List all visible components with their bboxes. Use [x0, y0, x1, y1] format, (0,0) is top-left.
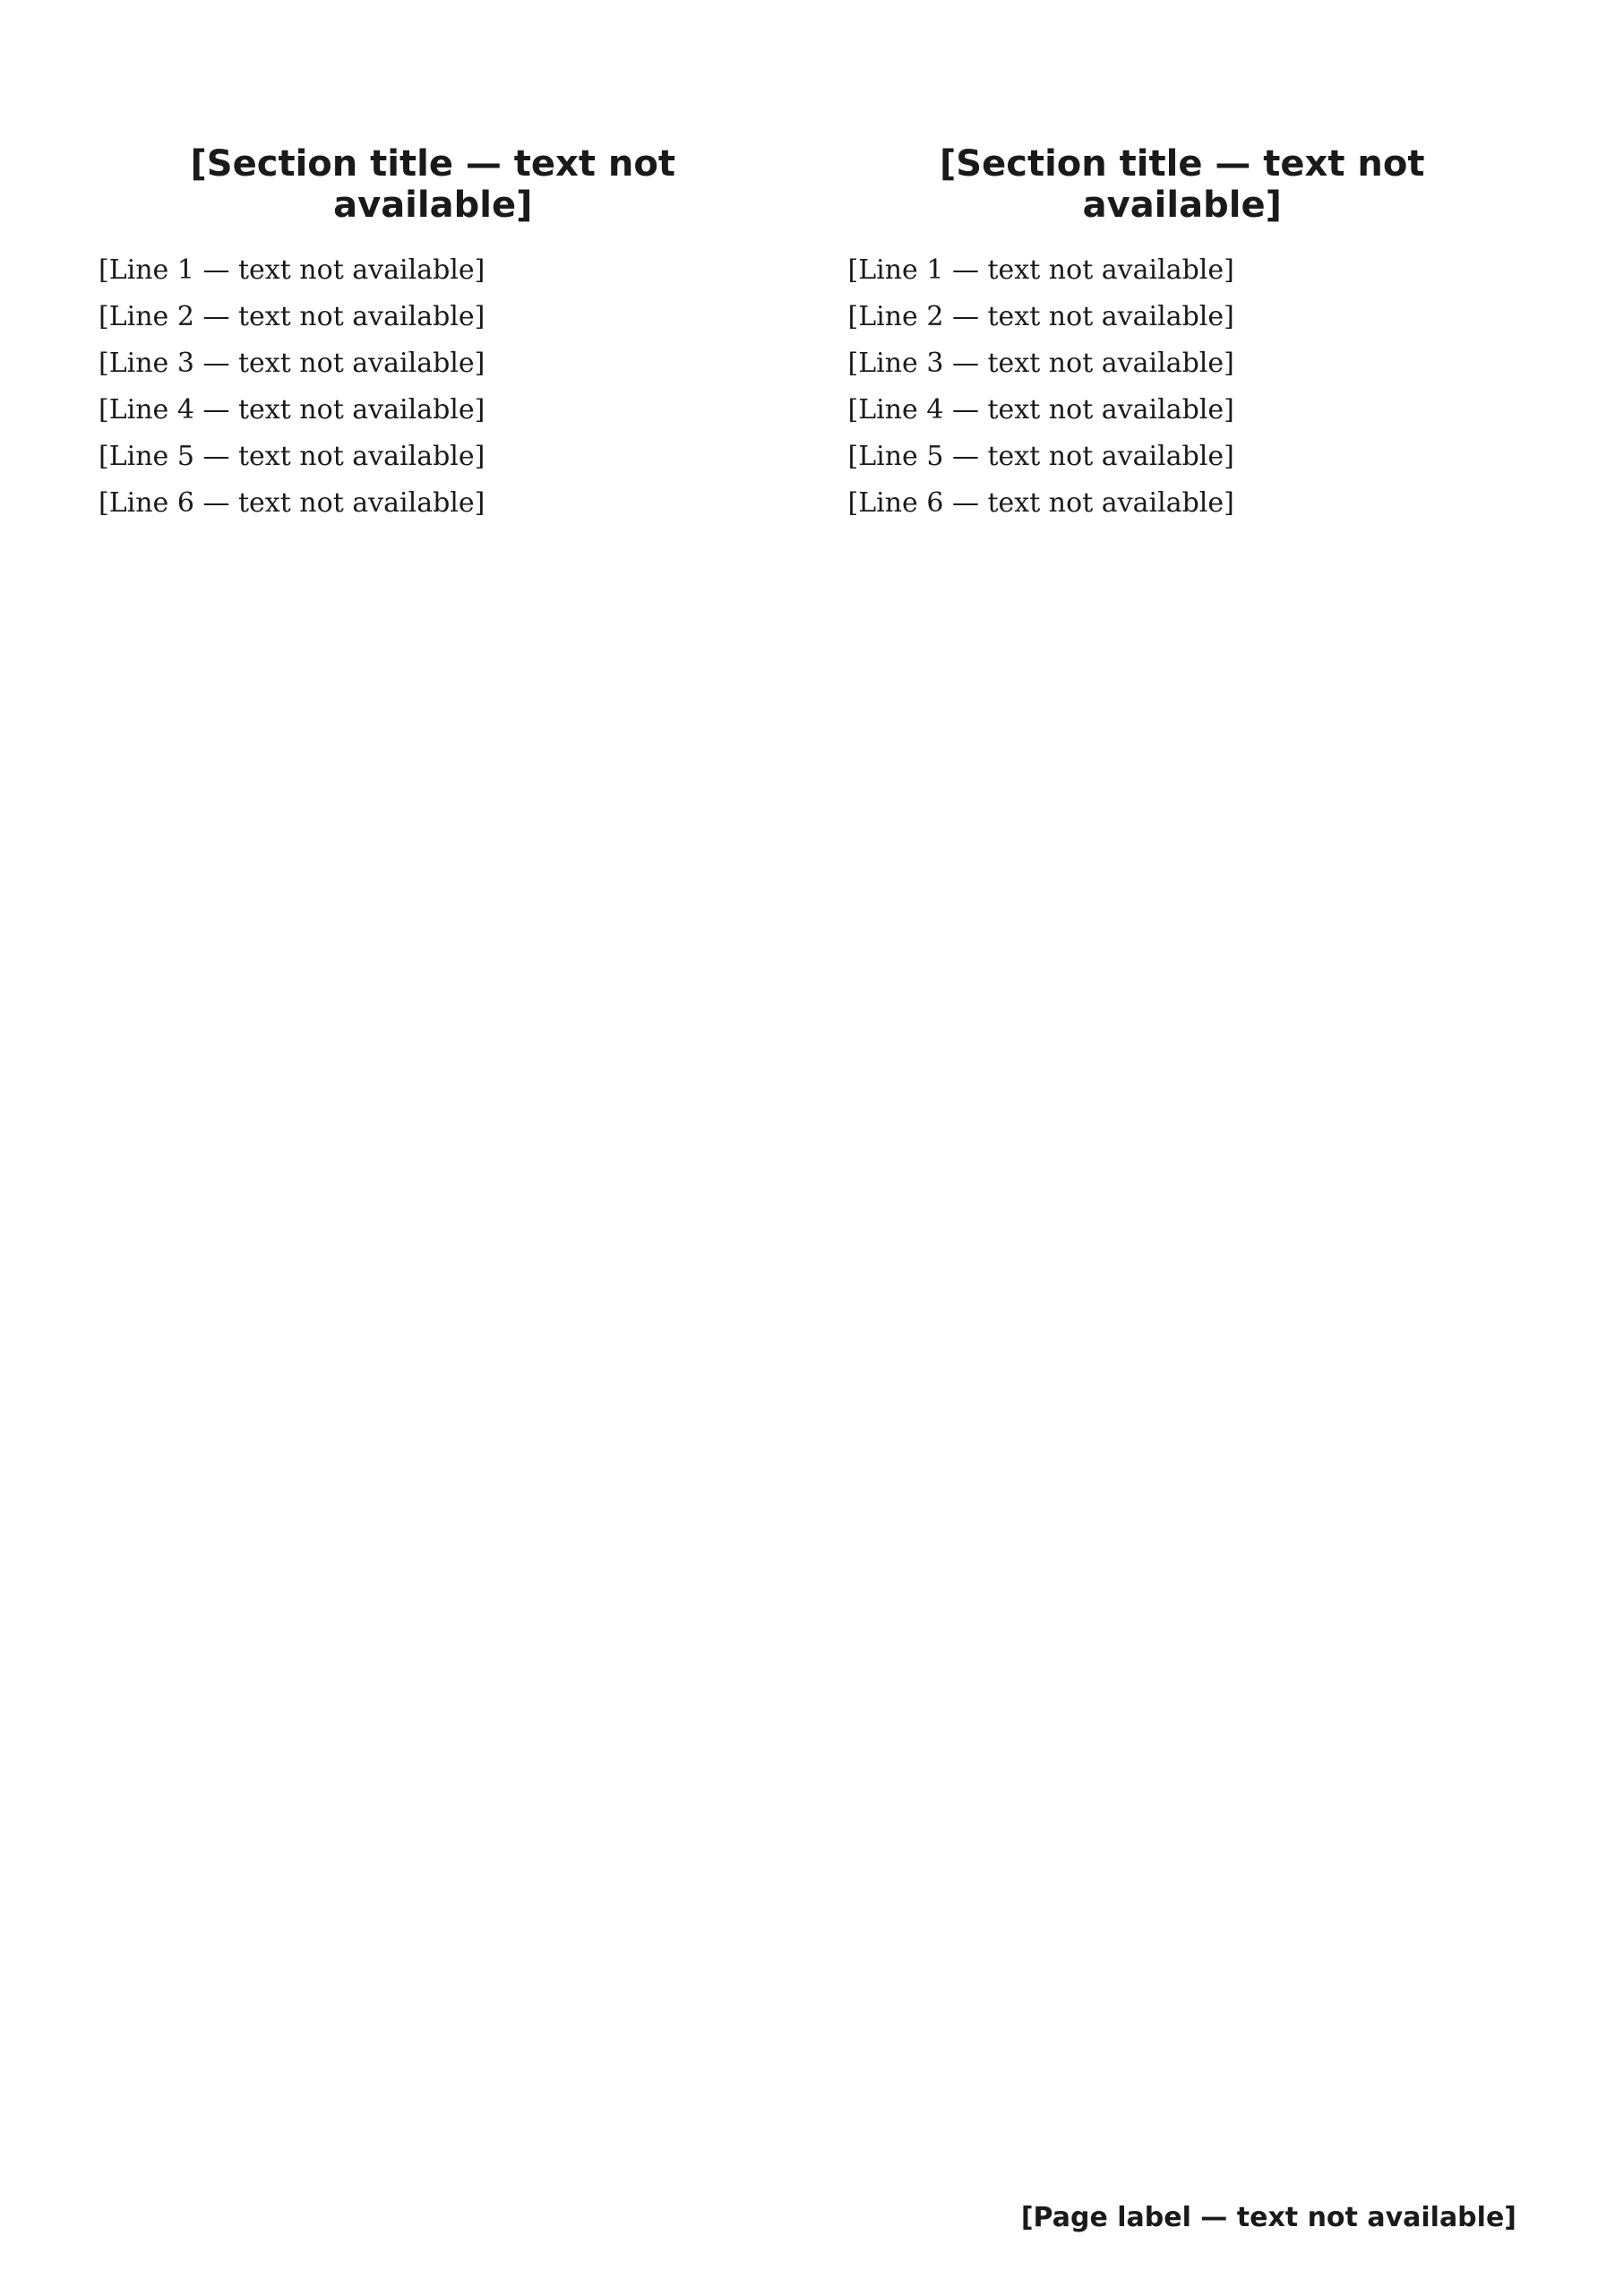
left-line-1: [Line 1 — text not available] — [99, 254, 485, 286]
left-line-3: [Line 3 — text not available] — [99, 348, 485, 379]
two-column-layout — [99, 134, 1516, 2144]
left-line-5: [Line 5 — text not available] — [99, 441, 485, 472]
left-section-title: [Section title — text not available] — [190, 143, 675, 226]
left-line-4: [Line 4 — text not available] — [99, 394, 485, 426]
left-line-2: [Line 2 — text not available] — [99, 301, 485, 332]
right-line-5: [Line 5 — text not available] — [847, 441, 1234, 472]
right-line-3: [Line 3 — text not available] — [847, 348, 1234, 379]
right-column — [848, 134, 1517, 2144]
right-line-6: [Line 6 — text not available] — [847, 487, 1234, 519]
right-line-4: [Line 4 — text not available] — [847, 394, 1234, 426]
left-column — [99, 134, 768, 2144]
page-footer-label: [Page label — text not available] — [1020, 2202, 1516, 2233]
right-line-1: [Line 1 — text not available] — [847, 254, 1234, 286]
left-line-6: [Line 6 — text not available] — [99, 487, 485, 519]
right-section-title: [Section title — text not available] — [940, 143, 1425, 226]
right-line-2: [Line 2 — text not available] — [847, 301, 1234, 332]
